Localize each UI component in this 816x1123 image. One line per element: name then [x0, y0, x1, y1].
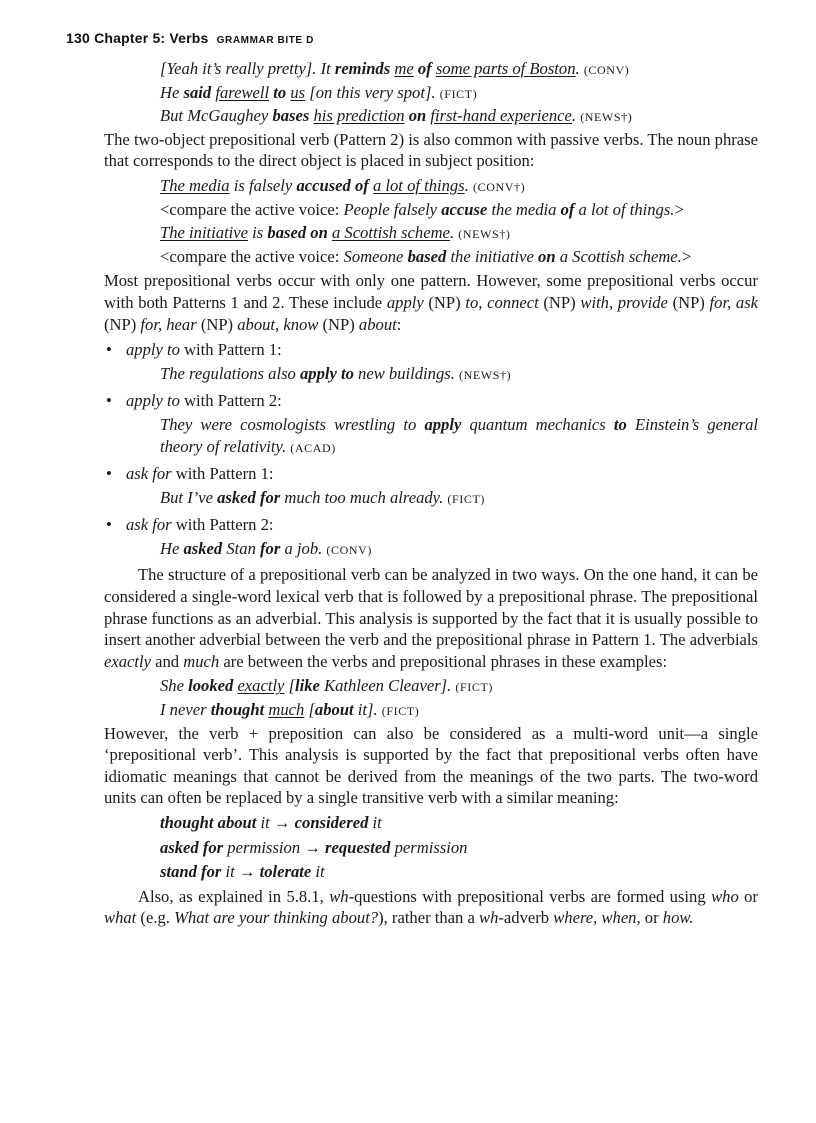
example-line: The regulations also apply to new buildings. (NEWS†)	[160, 363, 512, 383]
register-tag: (ACAD)	[290, 440, 336, 455]
page-body	[104, 58, 758, 929]
chapter-title: Chapter 5: Verbs	[94, 30, 209, 46]
compare-line: <compare the active voice: Someone based the initiative on a Scottish scheme.>	[160, 246, 692, 266]
bullet-item: • ask for with Pattern 1:	[104, 463, 758, 485]
bullet-item: • apply to with Pattern 2:	[104, 390, 758, 412]
replacement-line: asked for permission → requested permission	[160, 837, 468, 857]
replacement-line: thought about it → considered it	[160, 813, 382, 832]
replacement-line: stand for it → tolerate it	[160, 862, 325, 882]
paragraph-wh: Also, as explained in 5.8.1, wh-questions with prepositional verbs are formed using who or what (e.g. What are your thinking about?), rather than a wh-adverb where, when, or how.	[104, 886, 759, 928]
register-tag: (NEWS†)	[459, 367, 512, 382]
section-label: GRAMMAR BITE D	[216, 35, 314, 46]
register-tag: (FICT)	[439, 86, 478, 101]
register-tag: (CONV†)	[473, 179, 526, 194]
example-line: But McGaughey bases his prediction on first-hand experience. (NEWS†)	[160, 106, 633, 126]
paragraph-passive: The two-object prepositional verb (Pattern 2) is also common with passive verbs. The noun phrase that corresponds to the direct object is placed in subject position:	[104, 129, 758, 171]
example-line: He asked Stan for a job. (CONV)	[160, 538, 373, 558]
example-line: The media is falsely accused of a lot of things. (CONV†)	[160, 175, 526, 195]
example-line: She looked exactly [like Kathleen Cleaver]. (FICT)	[160, 676, 494, 696]
example-line: The initiative is based on a Scottish scheme. (NEWS†)	[160, 223, 511, 243]
register-tag: (CONV)	[583, 63, 630, 77]
example-line: [Yeah it’s really pretty]. It reminds me of some parts of Boston. (CONV)	[160, 59, 630, 78]
compare-line: <compare the active voice: People falsely accuse the media of a lot of things.>	[160, 199, 684, 219]
register-tag: (NEWS†)	[580, 110, 633, 125]
bullet-item: • apply to with Pattern 1:	[104, 339, 758, 361]
paragraph-structure: The structure of a prepositional verb can be analyzed in two ways. On the one hand, it can be considered a single-word lexical verb that is followed by a prepositional phrase. The prepositional phrase functions as an adverbial. This analysis is supported by the fact that it is usually possible to insert another adverbial between the verb and the prepositional phrase in Pattern 1. The adverbials exactly and much are between the verbs and prepositional phrases in these examples:	[104, 565, 758, 671]
paragraph-multiword: However, the verb + preposition can also be considered as a multi-word unit—a single ‘prepositional verb’. This analysis is supported by the fact that prepositional verbs often have idiomatic meanings that cannot be derived from the meanings of the two parts. The two-word units can often be replaced by a single transitive verb with a similar meaning:	[104, 723, 758, 808]
example-line: I never thought much [about it]. (FICT)	[160, 700, 420, 720]
bullet-item: • ask for with Pattern 2:	[104, 514, 758, 536]
example-line: But I’ve asked for much too much already. (FICT)	[160, 487, 486, 507]
page-number: 130	[66, 30, 90, 46]
register-tag: (FICT)	[455, 680, 494, 695]
example-line: They were cosmologists wrestling to apply quantum mechanics to Einstein’s general theory of relativity. (ACAD)	[160, 414, 759, 456]
register-tag: (FICT)	[381, 704, 420, 719]
running-header	[66, 30, 314, 46]
example-line: He said farewell to us [on this very spot]. (FICT)	[160, 82, 478, 102]
paragraph-patterns: Most prepositional verbs occur with only one pattern. However, some prepositional verbs occur with both Patterns 1 and 2. These include apply (NP) to, connect (NP) with, provide (NP) for, ask (NP) for, hear (NP) about, know (NP) about:	[104, 271, 759, 334]
register-tag: (CONV)	[326, 542, 373, 557]
register-tag: (FICT)	[447, 491, 486, 506]
register-tag: (NEWS†)	[458, 227, 511, 242]
